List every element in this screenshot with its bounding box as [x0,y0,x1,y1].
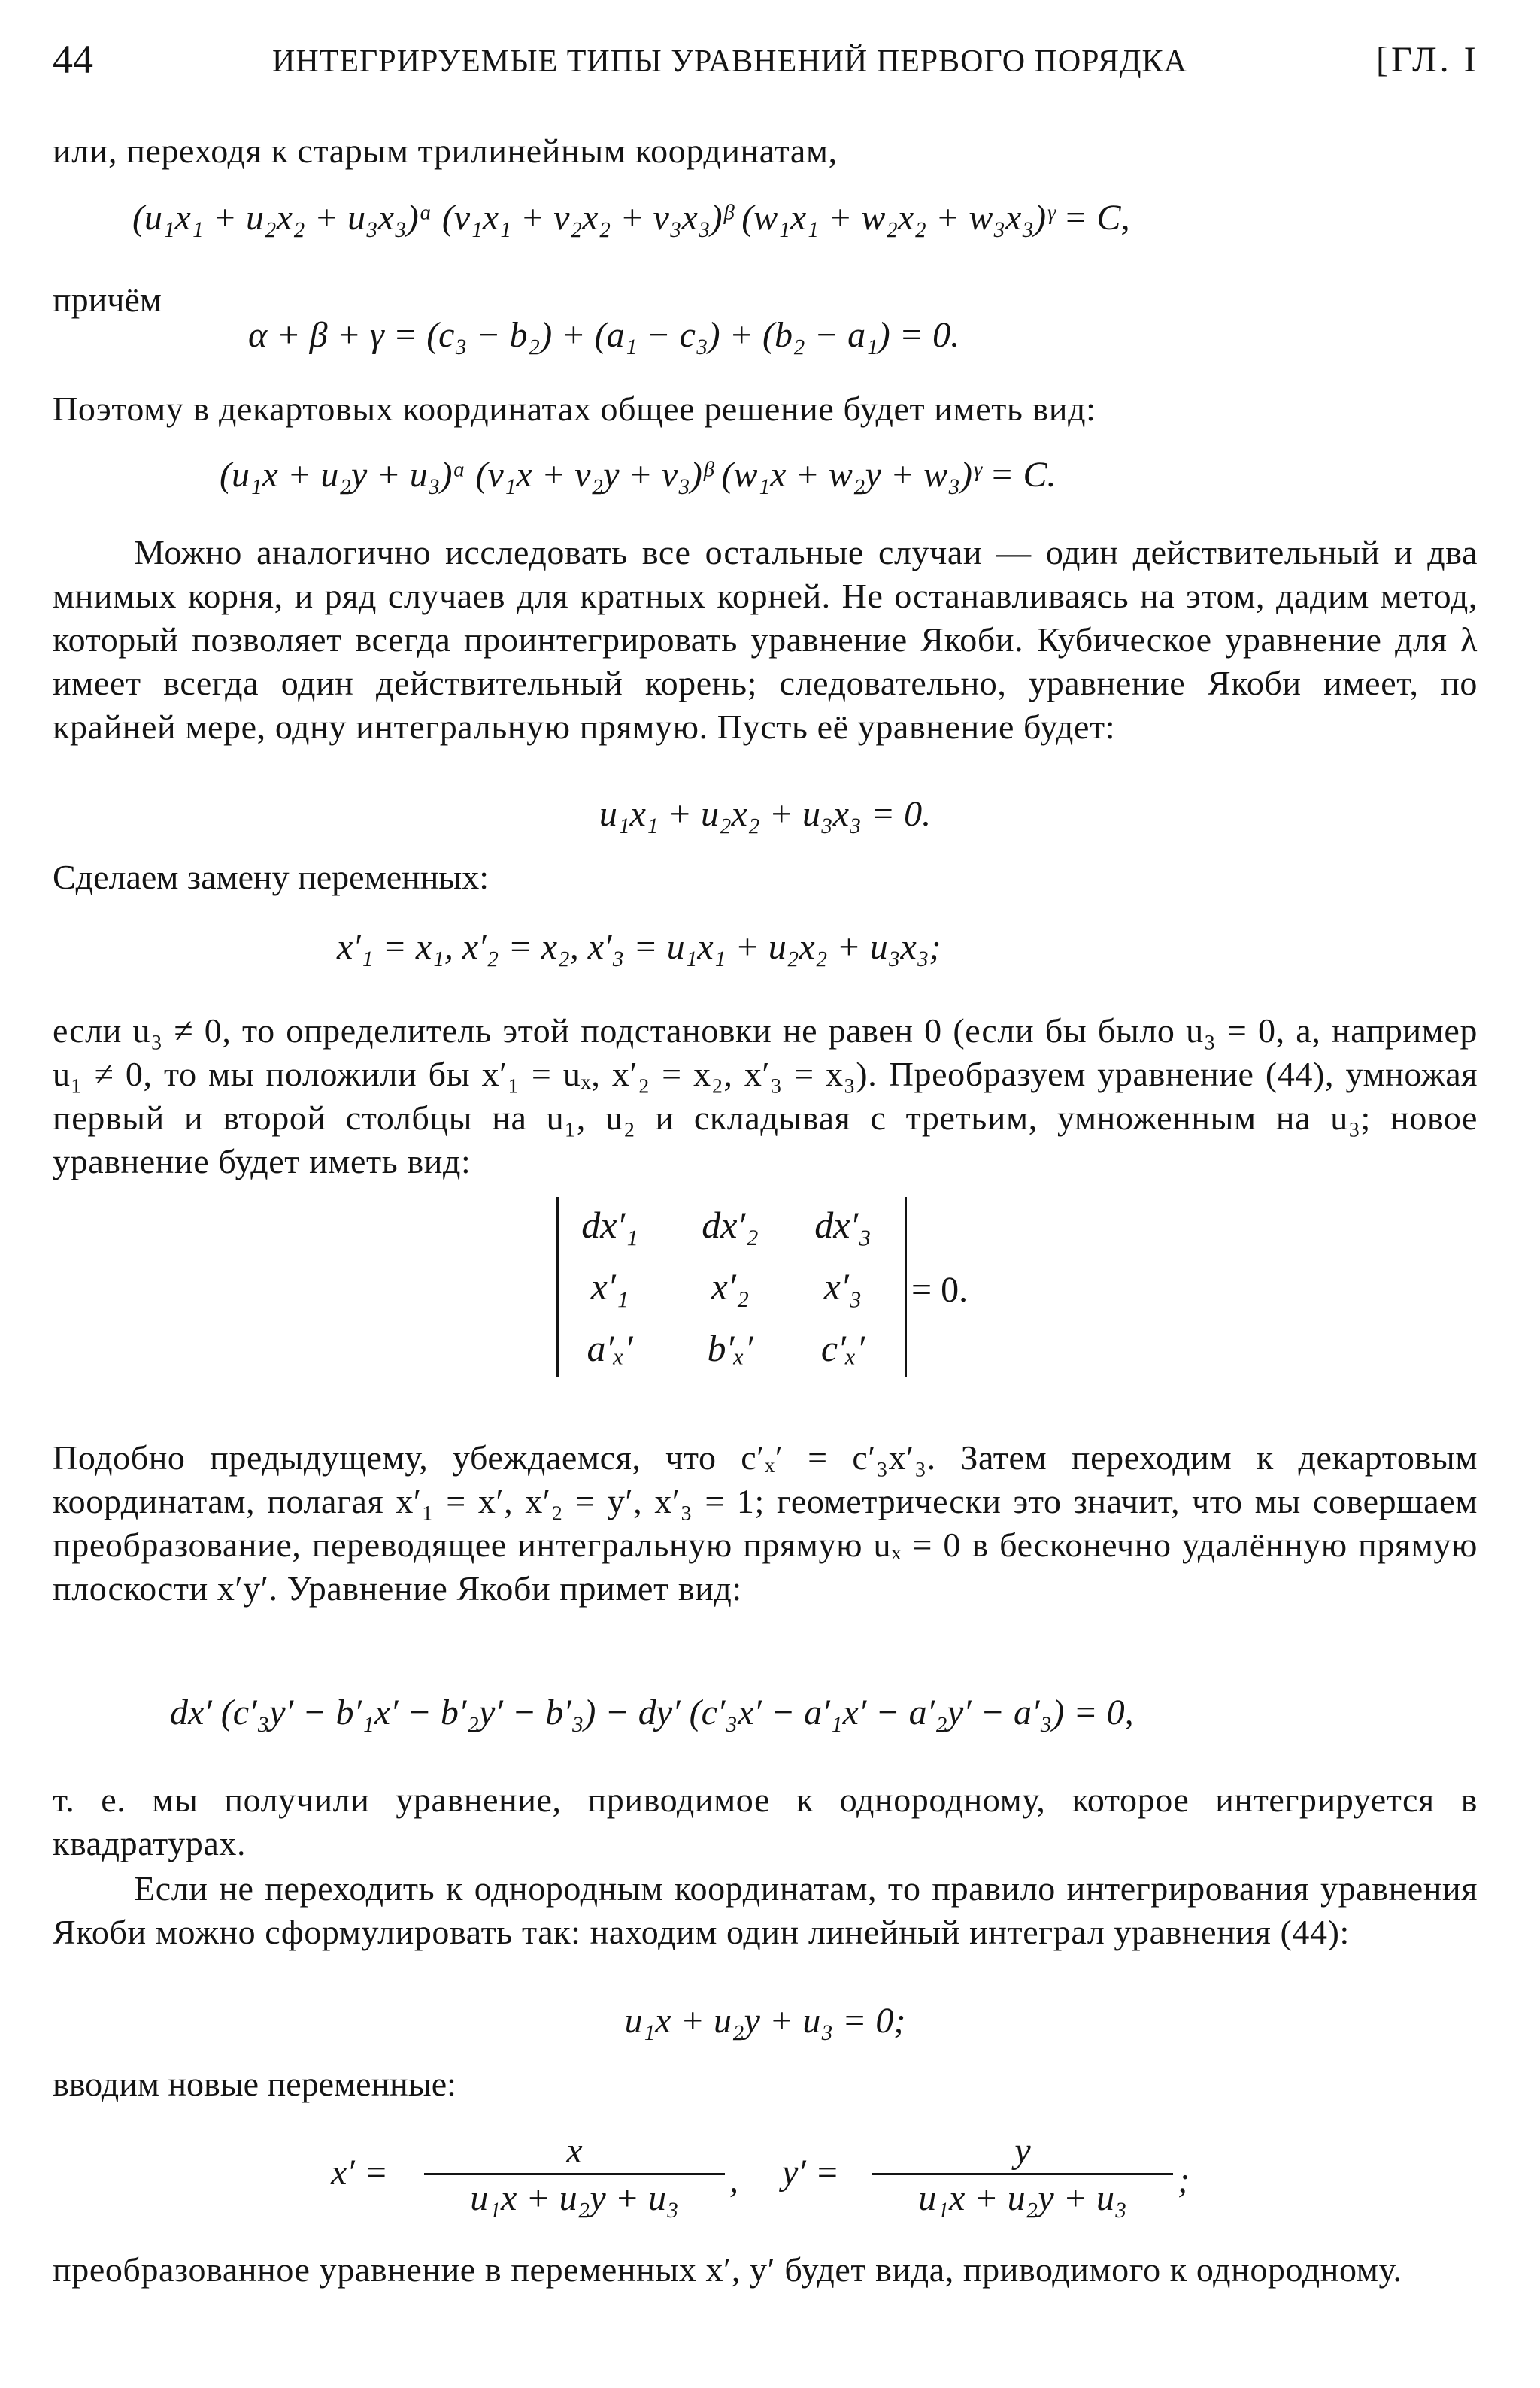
paragraph-podobno: Подобно предыдущему, убеждаемся, что c′ₓ′ = c′₃x′₃. Затем переходим к декартовым координатам, полагая x′₁ = x′, x′₂ = y′, x′₃ = 1; геометрически это значит, что мы совершаем преобразование, переводящее интегральную прямую uₓ = 0 в бесконечно удалённую прямую плоскости x′y′. Уравнение Якоби примет вид: [53,1438,1478,1608]
paragraph-te: т. е. мы получили уравнение, приводимое к однородному, которое интегрируется в квадратурах. [53,1780,1478,1862]
eq8-end: ; [1178,2160,1190,2200]
eq8-x-denominator: u₁x + u₂y + u₃ [424,2173,725,2222]
eq8-x-lhs: x′ = [331,2153,389,2193]
det-cell-r2c3: x′₃ [823,1265,862,1308]
eq8-sep: , [729,2160,738,2200]
running-title: ИНТЕГРИРУЕМЫЕ ТИПЫ УРАВНЕНИЙ ПЕРВОГО ПОРЯДКА [272,44,1187,79]
det-cell-r1c1: dx′₁ [581,1204,638,1246]
det-cell-r3c3: c′ₓ′ [820,1327,865,1369]
page-number: 44 [53,37,93,82]
paragraph-mozhno: Можно аналогично исследовать все остальные случаи — один действительный и два мнимых корня, и ряд случаев для кратных корней. Не останавливаясь на этом, дадим метод, который позволяет всегда проинтегрировать уравнение Якоби. Кубическое уравнение для λ имеет всегда один действительный корень; следовательно, уравнение Якоби имеет, по крайней мере, одну интегральную прямую. Пусть её уравнение будет: [53,533,1478,746]
equation-integral-line: u₁x₁ + u₂x₂ + u₃x₃ = 0. [599,794,932,834]
determinant [556,1197,907,1377]
det-cell-r3c1: a′ₓ′ [587,1327,633,1369]
intro-line: или, переходя к старым трилинейным координатам, [53,132,838,170]
det-cell-r1c3: dx′₃ [814,1204,872,1246]
equation-linear-integral: u₁x + u₂y + u₃ = 0; [624,2001,906,2041]
poetomu-line: Поэтому в декартовых координатах общее решение будет иметь вид: [53,389,1096,428]
paragraph-esli: если u₃ ≠ 0, то определитель этой подстановки не равен 0 (если бы было u₃ = 0, а, например u₁ ≠ 0, то мы положили бы x′₁ = uₓ, x′₂ = x₂, x′₃ = x₃). Преобразуем уравнение (44), умножая первый и второй столбцы на u₁, u₂ и складывая с третьим, умноженным на u₃; новое уравнение будет иметь вид: [53,1011,1478,1180]
determinant-rhs: = 0. [911,1270,969,1310]
label-sdelaem: Сделаем замену переменных: [53,858,490,896]
label-vvodim: вводим новые переменные: [53,2065,456,2103]
det-cell-r1c2: dx′₂ [702,1204,759,1246]
eq8-x-numerator: x [566,2131,583,2171]
equation-exponent-sum: α + β + γ = (c₃ − b₂) + (a₁ − c₃) + (b₂ − a₁) = 0. [248,315,960,355]
equation-substitution: x′₁ = x₁, x′₂ = x₂, x′₃ = u₁x₁ + u₂x₂ + u₃x₃; [337,927,941,967]
eq8-y-lhs: y′ = [782,2153,840,2193]
page-header [53,36,1489,89]
det-cell-r2c1: x′₁ [590,1265,629,1308]
det-cell-r2c2: x′₂ [711,1265,750,1308]
equation-new-variables [331,2114,1233,2227]
det-cell-r3c2: b′ₓ′ [707,1327,753,1369]
paragraph-esli-2: Если не переходить к однородным координатам, то правило интегрирования уравнения Якоби можно сформулировать так: находим один линейный интеграл уравнения (44): [53,1869,1478,1951]
eq8-x-fraction [424,2129,725,2222]
label-prichem: причём [53,280,162,319]
eq8-y-denominator: u₁x + u₂y + u₃ [872,2173,1173,2222]
eq8-y-fraction [872,2129,1173,2222]
eq8-y-numerator: y [1014,2131,1031,2171]
chapter-marker: [ГЛ. I [1376,40,1479,80]
paragraph-final: преобразованное уравнение в переменных x′, y′ будет вида, приводимого к однородному. [53,2250,1402,2289]
equation-jacobi-transformed: dx′ (c′₃y′ − b′₁x′ − b′₂y′ − b′₃) − dy′ (c′₃x′ − a′₁x′ − a′₂y′ − a′₃) = 0, [170,1693,1134,1732]
equation-trilinear-solution: (u₁x₁ + u₂x₂ + u₃x₃)ᵅ (v₁x₁ + v₂x₂ + v₃x₃)ᵝ (w₁x₁ + w₂x₂ + w₃x₃)ᵞ = C, [132,198,1130,238]
equation-cartesian-solution: (u₁x + u₂y + u₃)ᵅ (v₁x + v₂y + v₃)ᵝ (w₁x + w₂y + w₃)ᵞ = C. [220,455,1056,495]
